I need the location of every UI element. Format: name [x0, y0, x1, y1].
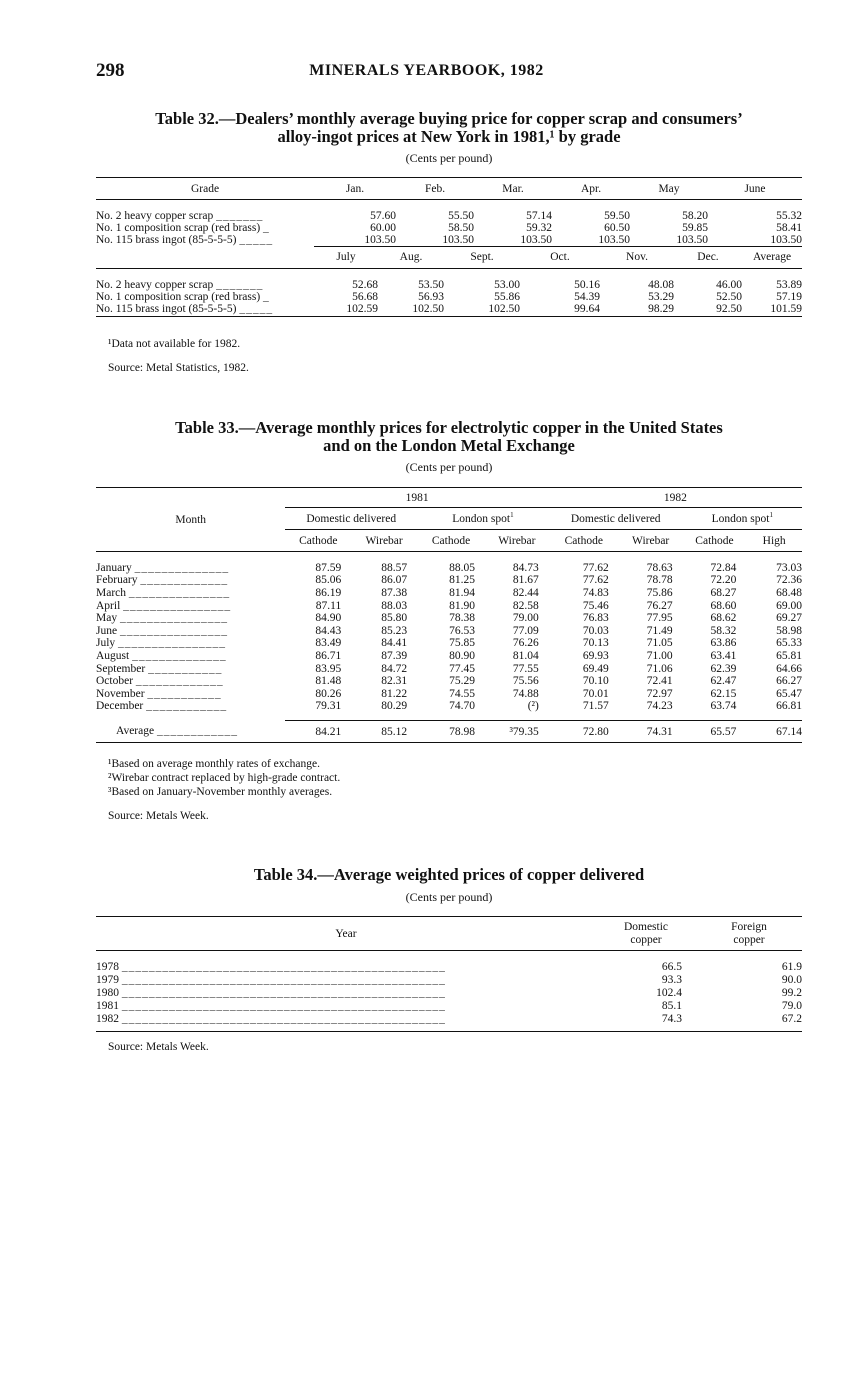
leader-dots: _: [263, 221, 270, 234]
value-cell: 82.31: [381, 675, 408, 688]
year-header-1981: 1981: [285, 488, 548, 508]
value-cell: 79.00: [512, 612, 539, 625]
table-33-footnotes: [108, 757, 340, 799]
table-33: [96, 487, 802, 743]
leader-dots: ________________: [123, 599, 232, 612]
table-32-title-line1: Table 32.—Dealers’ monthly average buying price for copper scrap and consumers’: [155, 109, 743, 128]
value-cell: 84.90: [315, 612, 342, 625]
grade-label: No. 115 brass ingot (85-5-5-5): [96, 303, 237, 316]
value-cell: 83.95: [315, 662, 342, 675]
value-cell: 68.27: [710, 586, 737, 599]
column-header: May: [630, 178, 708, 200]
value-cell: 72.20: [710, 574, 737, 587]
value-cell: 77.95: [646, 612, 673, 625]
leader-dots: _____________: [140, 574, 229, 587]
foreign-value: 67.2: [781, 1013, 802, 1025]
value-cell: 74.55: [449, 687, 475, 700]
value-cell: 58.41: [776, 221, 802, 234]
value-cell: 81.22: [381, 687, 408, 700]
value-cell: 84.43: [315, 624, 342, 637]
value-cell: 71.00: [646, 649, 673, 662]
value-cell: ³79.35: [509, 725, 539, 738]
leader-dots: _______: [216, 209, 264, 222]
value-cell: 71.06: [646, 662, 673, 675]
month-label: August: [96, 649, 130, 662]
value-cell: 48.08: [648, 278, 674, 291]
leader-dots: ________________________________________________: [121, 1000, 446, 1012]
month-label: December: [96, 700, 144, 713]
value-cell: 68.62: [710, 612, 737, 625]
value-cell: 58.20: [682, 209, 708, 222]
table-33-units: (Cents per pound): [405, 460, 493, 474]
value-cell: 53.89: [776, 278, 802, 291]
value-cell: 66.81: [776, 700, 802, 713]
footnote-marker: 1: [769, 510, 773, 519]
column-header: Aug.: [378, 247, 444, 269]
value-cell: 88.03: [381, 599, 408, 612]
value-cell: 58.98: [776, 624, 802, 637]
value-cell: 102.50: [488, 303, 520, 316]
value-cell: 74.88: [512, 687, 539, 700]
grade-label: No. 2 heavy copper scrap: [96, 278, 214, 291]
value-cell: 53.50: [418, 278, 444, 291]
table-row: [96, 291, 802, 303]
table-row: [96, 687, 802, 700]
leader-dots: _____: [239, 303, 274, 316]
value-cell: 70.01: [582, 687, 609, 700]
year-label: 1982: [96, 1013, 119, 1025]
value-cell: 78.63: [646, 561, 673, 574]
table-32-title-line2: alloy-ingot prices at New York in 1981,¹ by grade: [277, 127, 621, 146]
table-row: [96, 675, 802, 688]
value-cell: 78.98: [449, 725, 475, 738]
year-header-1982: 1982: [549, 488, 802, 508]
value-cell: 74.31: [646, 725, 673, 738]
table-34-title: Table 34.—Average weighted prices of copper delivered: [253, 865, 645, 884]
value-cell: 81.25: [449, 574, 475, 587]
value-cell: 88.05: [449, 561, 475, 574]
table-34: [96, 916, 802, 1032]
table-34-units: (Cents per pound): [405, 890, 493, 904]
table-row: [96, 303, 802, 317]
month-label: January: [96, 561, 132, 574]
value-cell: 86.19: [315, 586, 342, 599]
value-cell: 60.50: [604, 221, 630, 234]
leader-dots: ______________: [134, 561, 230, 574]
footnote-3: ³Based on January-November monthly averages.: [108, 786, 333, 798]
foreign-header-line1: Foreign: [731, 920, 767, 933]
value-cell: 63.41: [710, 649, 737, 662]
foreign-value: 90.0: [781, 974, 802, 986]
column-header: July: [314, 247, 378, 269]
month-label: October: [96, 675, 134, 688]
value-cell: 46.00: [716, 278, 742, 291]
table-row: [96, 612, 802, 625]
month-header: Month: [96, 488, 285, 552]
value-cell: 55.50: [448, 209, 474, 222]
value-cell: 86.07: [381, 574, 408, 587]
value-cell: 54.39: [574, 290, 600, 303]
column-header: Apr.: [552, 178, 630, 200]
subcolumn-header: Wirebar: [619, 530, 683, 552]
table-row: [96, 637, 802, 650]
leader-dots: ____________: [156, 725, 238, 738]
month-label: November: [96, 687, 145, 700]
running-title: MINERALS YEARBOOK, 1982: [309, 62, 544, 79]
table-33-title: [96, 419, 802, 455]
domestic-value: 66.5: [661, 961, 682, 973]
value-cell: 102.50: [412, 303, 444, 316]
table-34-body: [96, 961, 802, 1026]
value-cell: 76.27: [646, 599, 673, 612]
value-cell: 59.50: [604, 209, 630, 222]
month-label: July: [96, 637, 116, 650]
table-row: [96, 987, 802, 1000]
table-row: [96, 599, 802, 612]
column-header: Dec.: [674, 247, 742, 269]
domestic-header-line1: Domestic: [623, 920, 669, 933]
value-cell: 69.00: [776, 599, 802, 612]
footnote-1: ¹Based on average monthly rates of exchange.: [108, 758, 320, 770]
value-cell: 80.29: [381, 700, 408, 713]
month-label: February: [96, 574, 138, 587]
value-cell: 77.55: [512, 662, 539, 675]
value-cell: 65.57: [710, 725, 737, 738]
table-row: [96, 222, 802, 234]
value-cell: 87.59: [315, 561, 342, 574]
table-row: [96, 279, 802, 291]
leader-dots: ________________: [119, 612, 228, 625]
year-header: Year: [96, 917, 596, 951]
group-header-london: [683, 508, 802, 530]
table-row: [96, 700, 802, 713]
value-cell: 68.60: [710, 599, 737, 612]
average-label: Average: [116, 725, 155, 738]
table-row: [96, 210, 802, 222]
leader-dots: _______: [216, 278, 264, 291]
table-33-title-line2: and on the London Metal Exchange: [323, 436, 575, 455]
value-cell: 78.38: [449, 612, 475, 625]
value-cell: 59.85: [682, 221, 708, 234]
foreign-value: 99.2: [781, 987, 802, 999]
table-33-body: [96, 562, 802, 713]
value-cell: 57.19: [776, 290, 802, 303]
value-cell: 71.49: [646, 624, 673, 637]
subcolumn-header: High: [746, 530, 802, 552]
table-row: [96, 650, 802, 663]
footnote-2: ²Wirebar contract replaced by high-grade contract.: [108, 772, 341, 784]
table-34-grid: [96, 916, 802, 1032]
domestic-value: 93.3: [661, 974, 682, 986]
domestic-value: 102.4: [656, 987, 682, 999]
value-cell: 82.44: [512, 586, 539, 599]
value-cell: 72.84: [710, 561, 737, 574]
value-cell: 103.50: [474, 234, 552, 247]
value-cell: 75.86: [646, 586, 673, 599]
value-cell: 85.80: [381, 612, 408, 625]
value-cell: 75.56: [512, 675, 539, 688]
value-cell: 85.06: [315, 574, 342, 587]
value-cell: 77.62: [582, 561, 609, 574]
leader-dots: ________________: [118, 637, 227, 650]
page-number: 298: [96, 60, 125, 81]
year-label: 1981: [96, 1000, 119, 1012]
value-cell: 58.32: [710, 624, 737, 637]
column-header: Nov.: [600, 247, 674, 269]
value-cell: 87.39: [381, 649, 408, 662]
value-cell: 62.39: [710, 662, 737, 675]
value-cell: 53.29: [648, 290, 674, 303]
value-cell: 73.03: [776, 561, 802, 574]
value-cell: 84.21: [315, 725, 342, 738]
value-cell: 99.64: [574, 303, 600, 316]
grade-label: No. 1 composition scrap (red brass): [96, 221, 261, 234]
value-cell: 102.59: [346, 303, 378, 316]
value-cell: 52.50: [716, 290, 742, 303]
value-cell: 84.41: [381, 637, 408, 650]
domestic-copper-header: [596, 917, 696, 951]
value-cell: 58.50: [448, 221, 474, 234]
subcolumn-header: Cathode: [285, 530, 351, 552]
value-cell: 65.47: [776, 687, 802, 700]
table-row: [96, 974, 802, 987]
value-cell: 69.49: [582, 662, 609, 675]
year-label: 1978: [96, 961, 119, 973]
value-cell: 87.11: [315, 599, 342, 612]
leader-dots: _______________: [128, 586, 231, 599]
value-cell: 87.38: [381, 586, 408, 599]
value-cell: 75.85: [449, 637, 475, 650]
value-cell: 67.14: [776, 725, 802, 738]
leader-dots: ________________________________________________: [121, 961, 446, 973]
value-cell: 84.72: [381, 662, 408, 675]
value-cell: 75.29: [449, 675, 475, 688]
subcolumn-header: Cathode: [417, 530, 485, 552]
value-cell: 76.26: [512, 637, 539, 650]
value-cell: 74.70: [449, 700, 475, 713]
month-label: September: [96, 662, 146, 675]
grade-label: No. 1 composition scrap (red brass): [96, 290, 261, 303]
subcolumn-header: Wirebar: [485, 530, 549, 552]
subcolumn-header: Wirebar: [351, 530, 417, 552]
average-row: [96, 721, 802, 743]
subcolumn-header: Cathode: [549, 530, 619, 552]
value-cell: 64.66: [776, 662, 802, 675]
value-cell: 62.15: [710, 687, 737, 700]
foreign-value: 79.0: [781, 1000, 802, 1012]
month-label: May: [96, 612, 118, 625]
value-cell: 103.50: [708, 234, 802, 247]
table-32-source: Source: Metal Statistics, 1982.: [108, 362, 249, 374]
group-header-london-label: London spot: [452, 512, 511, 525]
leader-dots: ___________: [148, 662, 223, 675]
column-header: Feb.: [396, 178, 474, 200]
value-cell: 77.45: [449, 662, 475, 675]
value-cell: 75.46: [582, 599, 609, 612]
value-cell: 83.49: [315, 637, 342, 650]
value-cell: 88.57: [381, 561, 408, 574]
value-cell: 85.23: [381, 624, 408, 637]
column-header: Sept.: [444, 247, 520, 269]
table-row: [96, 587, 802, 600]
table-32-title: [96, 110, 802, 146]
value-cell: (²): [527, 700, 539, 713]
group-header-london: [417, 508, 549, 530]
value-cell: 74.83: [582, 586, 609, 599]
value-cell: 60.00: [370, 221, 396, 234]
month-label: June: [96, 624, 118, 637]
value-cell: 82.58: [512, 599, 539, 612]
value-cell: 81.67: [512, 574, 539, 587]
domestic-header-line2: copper: [630, 933, 662, 946]
month-label: April: [96, 599, 121, 612]
table-32-footnote: ¹Data not available for 1982.: [108, 338, 241, 350]
table-row: [96, 1013, 802, 1026]
value-cell: 86.71: [315, 649, 342, 662]
value-cell: 76.53: [449, 624, 475, 637]
value-cell: 68.48: [776, 586, 802, 599]
foreign-header-line2: copper: [733, 933, 765, 946]
value-cell: 74.23: [646, 700, 673, 713]
foreign-copper-header: [696, 917, 802, 951]
month-label: March: [96, 586, 127, 599]
subcolumn-header: Cathode: [683, 530, 747, 552]
column-header: Mar.: [474, 178, 552, 200]
value-cell: 70.13: [582, 637, 609, 650]
value-cell: 70.03: [582, 624, 609, 637]
table-32: [96, 177, 802, 317]
leader-dots: ________________________________________________: [121, 974, 446, 986]
value-cell: 72.41: [646, 675, 673, 688]
column-header: June: [708, 178, 802, 200]
table-33-title-line1: Table 33.—Average monthly prices for electrolytic copper in the United States: [175, 418, 723, 437]
table-32-grid-2: [96, 247, 802, 318]
table-row: [96, 1000, 802, 1013]
foreign-value: 61.9: [781, 961, 802, 973]
value-cell: 71.57: [582, 700, 609, 713]
value-cell: 81.94: [449, 586, 475, 599]
value-cell: 57.60: [370, 209, 396, 222]
value-cell: 56.68: [352, 290, 378, 303]
leader-dots: _____________: [135, 675, 224, 688]
leader-dots: ________________________________________________: [121, 1013, 446, 1025]
value-cell: 84.73: [512, 561, 539, 574]
value-cell: 55.86: [494, 290, 520, 303]
column-header: Jan.: [314, 178, 396, 200]
group-header-domestic: Domestic delivered: [285, 508, 417, 530]
value-cell: 65.33: [776, 637, 802, 650]
value-cell: 98.29: [648, 303, 674, 316]
leader-dots: ___________: [147, 687, 222, 700]
value-cell: 79.31: [315, 700, 342, 713]
table-32-units: (Cents per pound): [405, 151, 493, 165]
value-cell: 103.50: [630, 234, 708, 247]
table-row: [96, 562, 802, 575]
leader-dots: ________________: [119, 624, 228, 637]
value-cell: 56.93: [418, 290, 444, 303]
group-header-domestic: Domestic delivered: [549, 508, 683, 530]
value-cell: 80.26: [315, 687, 342, 700]
value-cell: 77.09: [512, 624, 539, 637]
grade-label: No. 2 heavy copper scrap: [96, 209, 214, 222]
year-label: 1980: [96, 987, 119, 999]
value-cell: 52.68: [352, 278, 378, 291]
value-cell: 81.48: [315, 675, 342, 688]
value-cell: 81.04: [512, 649, 539, 662]
table-row: [96, 624, 802, 637]
value-cell: 71.05: [646, 637, 673, 650]
table-33-source: Source: Metals Week.: [108, 810, 209, 822]
value-cell: 72.97: [646, 687, 673, 700]
table-row: [96, 574, 802, 587]
value-cell: 65.81: [776, 649, 802, 662]
footnote-marker: 1: [510, 510, 514, 519]
column-header: Oct.: [520, 247, 600, 269]
group-header-london-label: London spot: [711, 512, 770, 525]
value-cell: 92.50: [716, 303, 742, 316]
value-cell: 78.78: [646, 574, 673, 587]
value-cell: 103.50: [552, 234, 630, 247]
value-cell: 59.32: [526, 221, 552, 234]
value-cell: 50.16: [574, 278, 600, 291]
leader-dots: ________________________________________________: [121, 987, 446, 999]
domestic-value: 85.1: [661, 1000, 682, 1012]
leader-dots: _: [263, 290, 270, 303]
value-cell: 72.36: [776, 574, 802, 587]
domestic-value: 74.3: [661, 1013, 682, 1025]
leader-dots: ______________: [132, 649, 227, 662]
value-cell: 103.50: [314, 234, 396, 247]
value-cell: 72.80: [582, 725, 609, 738]
value-cell: 62.47: [710, 675, 737, 688]
leader-dots: _____: [239, 233, 274, 246]
table-row: [96, 234, 802, 247]
value-cell: 63.86: [710, 637, 737, 650]
value-cell: 69.27: [776, 612, 802, 625]
grade-label: No. 115 brass ingot (85-5-5-5): [96, 233, 237, 246]
column-header: Average: [742, 247, 802, 269]
value-cell: 80.90: [449, 649, 475, 662]
value-cell: 85.12: [381, 725, 408, 738]
value-cell: 81.90: [449, 599, 475, 612]
value-cell: 66.27: [776, 675, 802, 688]
value-cell: 70.10: [582, 675, 609, 688]
table-row: [96, 961, 802, 974]
grade-header: Grade: [96, 178, 314, 200]
table-32-grid: [96, 177, 802, 247]
value-cell: 69.93: [582, 649, 609, 662]
leader-dots: ____________: [146, 700, 228, 713]
value-cell: 103.50: [396, 234, 474, 247]
table-33-grid: [96, 487, 802, 743]
value-cell: 53.00: [494, 278, 520, 291]
value-cell: 55.32: [776, 209, 802, 222]
value-cell: 63.74: [710, 700, 737, 713]
table-row: [96, 662, 802, 675]
table-34-source: Source: Metals Week.: [108, 1041, 209, 1053]
value-cell: 101.59: [770, 303, 802, 316]
value-cell: 77.62: [582, 574, 609, 587]
year-label: 1979: [96, 974, 119, 986]
value-cell: 57.14: [526, 209, 552, 222]
value-cell: 76.83: [582, 612, 609, 625]
